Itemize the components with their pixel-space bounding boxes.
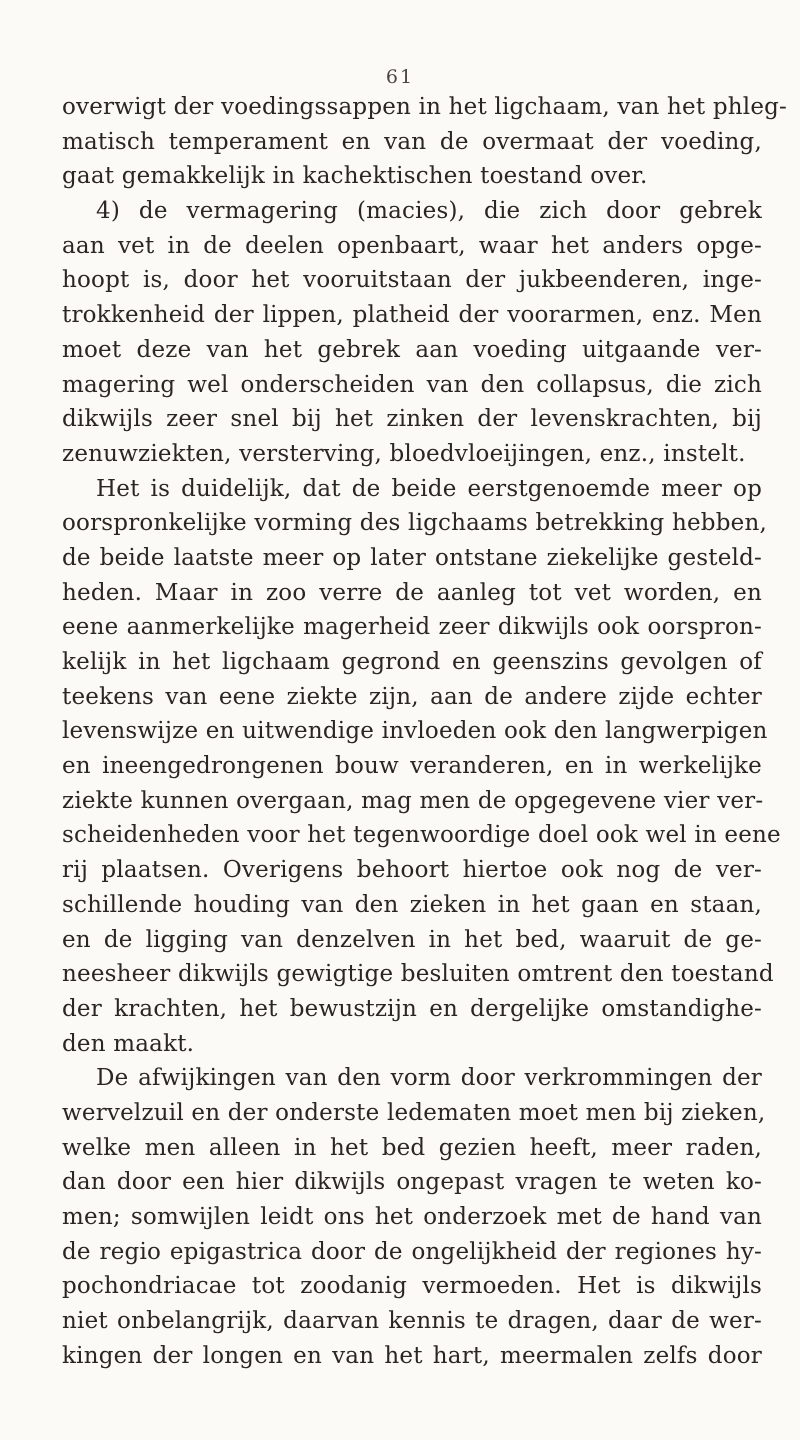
text-line: kingen der longen en van het hart, meermalen zelfs door — [62, 1342, 762, 1369]
text-line: De afwijkingen van den vorm door verkrommingen der — [96, 1065, 762, 1092]
text-line: kelijk in het ligchaam gegrond en geenszins gevolgen of — [62, 649, 762, 675]
text-line: welke men alleen in het bed gezien heeft, meer raden, — [62, 1134, 762, 1161]
text-line: ziekte kunnen overgaan, mag men de opgegevene vier ver- — [62, 787, 764, 814]
text-line: gaat gemakkelijk in kachektischen toestand over. — [62, 163, 648, 190]
text-line: teekens van eene ziekte zijn, aan de andere zijde echter — [62, 683, 762, 710]
text-line: den maakt. — [62, 1030, 195, 1057]
text-line: trokkenheid der lippen, platheid der voorarmen, enz. Men — [62, 302, 762, 329]
text-line: Het is duidelijk, dat de beide eerstgenoemde meer op — [96, 475, 762, 502]
text-line: dan door een hier dikwijls ongepast vragen te weten ko- — [62, 1169, 762, 1196]
text-line: oorspronkelijke vorming des ligchaams betrekking hebben, — [62, 510, 767, 537]
body-text — [62, 90, 788, 1373]
text-line: men; somwijlen leidt ons het onderzoek met de hand van — [62, 1204, 762, 1230]
text-line: der krachten, het bewustzijn en dergelijke omstandighe- — [62, 995, 762, 1022]
text-line: aan vet in de deelen openbaart, waar het anders opge- — [62, 232, 762, 259]
text-line: eene aanmerkelijke magerheid zeer dikwijls ook oorspron- — [62, 614, 762, 641]
text-line: 4) de vermagering (macies), die zich door gebrek — [96, 198, 762, 225]
page-number: 61 — [385, 66, 415, 88]
text-line: scheidenheden voor het tegenwoordige doel ook wel in eene — [62, 822, 781, 849]
text-line: wervelzuil en der onderste ledematen moet men bij zieken, — [62, 1099, 766, 1126]
text-line: hoopt is, door het vooruitstaan der jukbeenderen, inge- — [62, 267, 762, 294]
text-line: magering wel onderscheiden van den collapsus, die zich — [62, 371, 762, 398]
text-line: moet deze van het gebrek aan voeding uitgaande ver- — [62, 336, 762, 363]
text-line: de regio epigastrica door de ongelijkheid der regiones hy- — [62, 1238, 762, 1265]
text-line: de beide laatste meer op later ontstane ziekelijke gesteld- — [62, 544, 762, 571]
text-line: en ineengedrongenen bouw veranderen, en in werkelijke — [62, 753, 762, 780]
text-line: zenuwziekten, versterving, bloedvloeijingen, enz., instelt. — [62, 440, 746, 467]
text-line: dikwijls zeer snel bij het zinken der levenskrachten, bij — [62, 406, 762, 433]
text-line: heden. Maar in zoo verre de aanleg tot vet worden, en — [62, 579, 762, 606]
text-line: pochondriacae tot zoodanig vermoeden. Het is dikwijls — [62, 1273, 762, 1300]
text-line: levenswijze en uitwendige invloeden ook den langwerpigen — [62, 718, 768, 745]
text-line: schillende houding van den zieken in het gaan en staan, — [62, 891, 762, 918]
text-line: en de ligging van denzelven in het bed, waaruit de ge- — [62, 926, 762, 953]
text-line: neesheer dikwijls gewigtige besluiten omtrent den toestand — [62, 961, 774, 988]
text-line: overwigt der voedingssappen in het ligchaam, van het phleg- — [62, 94, 788, 120]
text-line: rij plaatsen. Overigens behoort hiertoe ook nog de ver- — [62, 857, 762, 884]
text-line: niet onbelangrijk, daarvan kennis te dragen, daar de wer- — [62, 1308, 762, 1335]
text-line: matisch temperament en van de overmaat der voeding, — [62, 128, 762, 155]
